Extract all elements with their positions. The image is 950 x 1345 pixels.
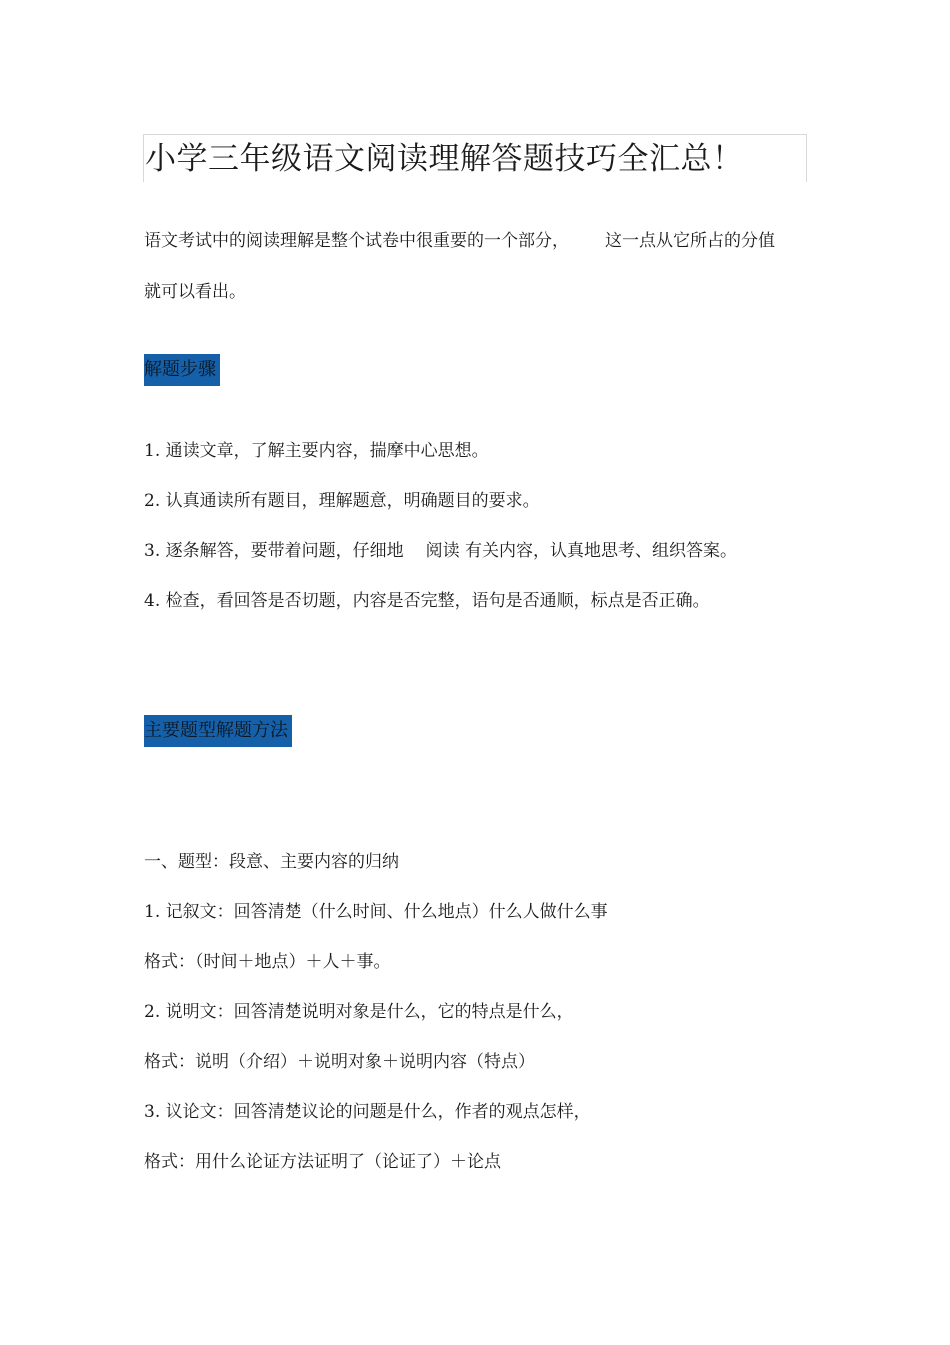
section-heading-steps: 解题步骤: [144, 354, 220, 386]
step-item-1: 1. 通读文章，了解主要内容，揣摩中心思想。: [144, 441, 489, 461]
section-heading-methods: 主要题型解题方法: [144, 715, 292, 747]
method-line-3: 格式：（时间＋地点）＋人＋事。: [144, 952, 391, 972]
step-item-2: 2. 认真通读所有题目，理解题意，明确题目的要求。: [144, 491, 540, 511]
page-title: 小学三年级语文阅读理解答题技巧全汇总！: [145, 141, 744, 177]
step-item-3-part-2: 阅读 有关内容，认真地思考、组织答案。: [425, 541, 738, 561]
method-line-7: 格式：用什么论证方法证明了（论证了）＋论点: [144, 1152, 501, 1172]
step-item-3-part-1: 3. 逐条解答，要带着问题，仔细地: [144, 541, 404, 561]
method-line-6: 3. 议论文：回答清楚议论的问题是什么，作者的观点怎样，: [144, 1102, 591, 1122]
step-item-4: 4. 检查，看回答是否切题，内容是否完整，语句是否通顺，标点是否正确。: [144, 591, 710, 611]
intro-text-part-2: 这一点从它所占的分值: [605, 231, 775, 251]
intro-text-part-1: 语文考试中的阅读理解是整个试卷中很重要的一个部分，: [144, 231, 569, 251]
method-line-1: 一、题型：段意、主要内容的归纳: [144, 852, 399, 872]
method-line-5: 格式：说明（介绍）＋说明对象＋说明内容（特点）: [144, 1052, 535, 1072]
intro-paragraph-line-1: [144, 230, 775, 252]
step-item-3: [144, 540, 737, 562]
method-line-4: 2. 说明文：回答清楚说明对象是什么，它的特点是什么，: [144, 1002, 574, 1022]
intro-paragraph-line-2: 就可以看出。: [144, 282, 246, 302]
method-line-2: 1. 记叙文：回答清楚（什么时间、什么地点）什么人做什么事: [144, 902, 608, 922]
